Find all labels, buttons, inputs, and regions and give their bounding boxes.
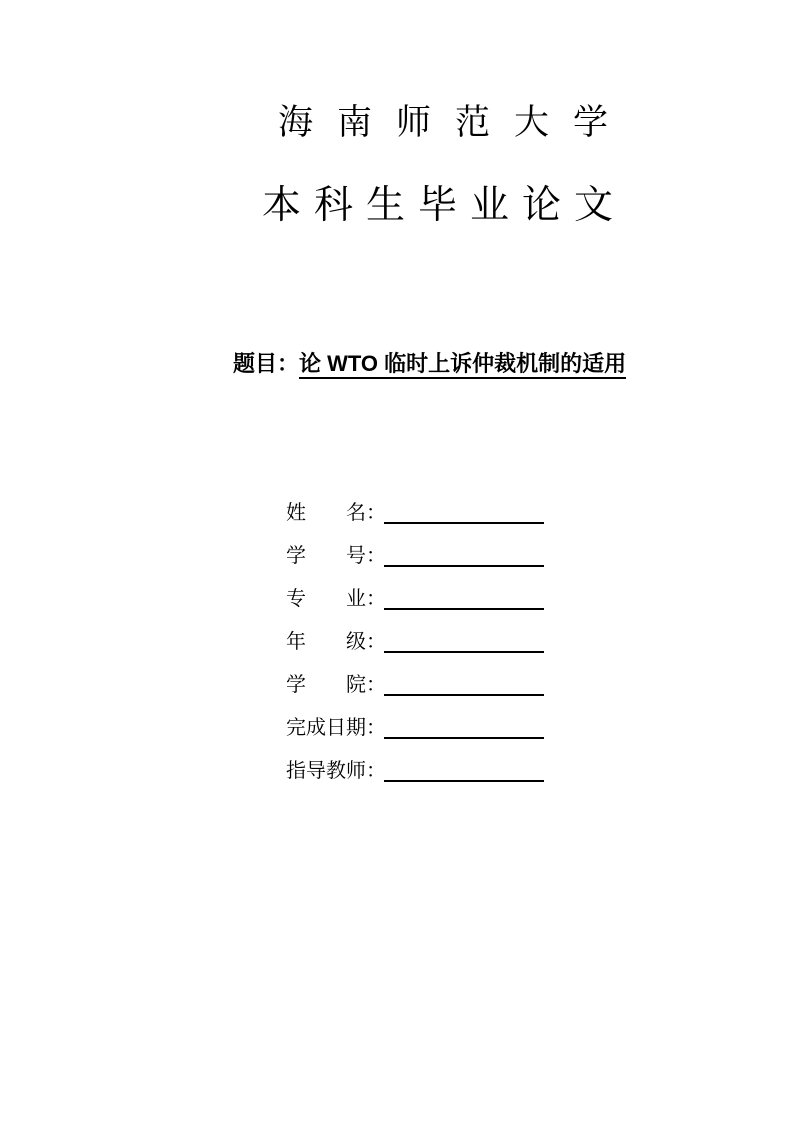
thesis-type-heading: 本科生毕业论文 [262,184,627,227]
university-name: 海南师范大学 [278,103,633,142]
name-field-label: 姓名 [286,502,366,524]
advisor-field-label: 指导教师 [286,760,366,782]
grade-field-blank[interactable] [384,646,544,653]
form-row-completion-date [286,707,544,750]
thesis-title-label: 题目： [233,351,300,376]
form-row-name [286,492,544,535]
advisor-field-blank[interactable] [384,775,544,782]
completion-date-field-colon: ： [366,717,386,739]
cover-form [286,492,544,793]
form-row-grade [286,621,544,664]
form-row-advisor [286,750,544,793]
major-field-label: 专业 [286,588,366,610]
advisor-field-colon: ： [366,760,386,782]
thesis-title-line [233,350,626,378]
form-row-major [286,578,544,621]
college-field-colon: ： [366,674,386,696]
major-field-blank[interactable] [384,603,544,610]
form-row-student-id [286,535,544,578]
name-field-colon: ： [366,502,386,524]
completion-date-field-label: 完成日期 [286,717,366,739]
major-field-colon: ： [366,588,386,610]
completion-date-field-blank[interactable] [384,732,544,739]
form-row-college [286,664,544,707]
student-id-field-label: 学号 [286,545,366,567]
student-id-field-blank[interactable] [384,560,544,567]
thesis-title-text: 论 WTO 临时上诉仲裁机制的适用 [299,351,626,379]
name-field-blank[interactable] [384,517,544,524]
college-field-blank[interactable] [384,689,544,696]
college-field-label: 学院 [286,674,366,696]
grade-field-label: 年级 [286,631,366,653]
student-id-field-colon: ： [366,545,386,567]
grade-field-colon: ： [366,631,386,653]
